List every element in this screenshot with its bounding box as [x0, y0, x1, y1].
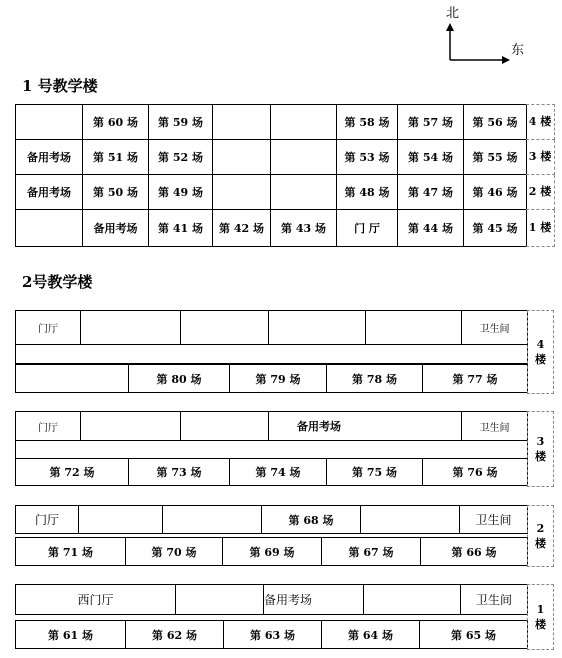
exam-room-cell: 备用考场 [16, 140, 83, 175]
floor-row [16, 105, 527, 140]
exam-room: 第 74 场 [230, 459, 327, 486]
exam-room-cell: 第 52 场 [149, 140, 213, 175]
b2-floor3-bottom [15, 458, 528, 486]
exam-room: 第 63 场 [224, 621, 322, 649]
exam-room: 第 64 场 [322, 621, 420, 649]
b2-floor2-label: 2 楼 [527, 505, 554, 567]
room-restroom: 卫生间 [460, 506, 528, 534]
empty-cell [213, 140, 271, 175]
compass-arrows-icon [446, 22, 516, 64]
exam-room: 第 71 场 [16, 538, 126, 566]
exam-room: 第 69 场 [223, 538, 322, 566]
empty-cell [271, 175, 337, 210]
floor-row [16, 140, 527, 175]
room-lobby: 门厅 [16, 506, 79, 534]
exam-room-cell: 第 59 场 [149, 105, 213, 140]
floor-row [16, 210, 527, 247]
exam-room: 第 65 场 [420, 621, 528, 649]
floor-label: 3 楼 [526, 140, 555, 175]
empty-cell [16, 210, 83, 247]
exam-room-cell: 第 51 场 [83, 140, 149, 175]
building1-floor-labels [526, 104, 555, 247]
room-lobby: 门厅 [16, 311, 81, 345]
room [181, 412, 269, 441]
empty-cell [213, 105, 271, 140]
room [364, 585, 461, 615]
floor-label: 1 楼 [526, 210, 555, 247]
exam-room-cell: 第 55 场 [464, 140, 527, 175]
exam-room-cell: 第 46 场 [464, 175, 527, 210]
exam-room-cell: 第 43 场 [271, 210, 337, 247]
b2-floor4-label: 4 楼 [527, 310, 554, 394]
empty-cell [213, 175, 271, 210]
room [361, 506, 460, 534]
b2-floor2-bottom [15, 537, 528, 566]
exam-room-cell: 第 58 场 [337, 105, 398, 140]
exam-room: 第 72 场 [16, 459, 129, 486]
exam-room: 第 80 场 [129, 365, 230, 393]
b2-floor1-bottom [15, 620, 528, 649]
exam-room-cell: 第 50 场 [83, 175, 149, 210]
exam-room-cell: 第 57 场 [398, 105, 464, 140]
exam-room: 第 68 场 [262, 506, 361, 534]
exam-room-cell: 第 42 场 [213, 210, 271, 247]
exam-room: 第 77 场 [423, 365, 528, 393]
empty-cell [271, 140, 337, 175]
corridor [16, 441, 528, 459]
exam-room-cell: 第 54 场 [398, 140, 464, 175]
b2-floor4 [15, 310, 528, 364]
room-reserve: 备用考场 [269, 412, 462, 441]
exam-room: 第 67 场 [322, 538, 421, 566]
empty-cell [16, 105, 83, 140]
room [176, 585, 264, 615]
room-reserve: 备用考场 [264, 585, 364, 615]
building2-title: 2号教学楼 [22, 273, 93, 291]
empty-cell [271, 105, 337, 140]
exam-room: 第 75 场 [327, 459, 423, 486]
exam-room: 第 79 场 [230, 365, 327, 393]
room-lobby: 门厅 [16, 412, 81, 441]
compass-east-label: 东 [511, 43, 525, 58]
room [81, 311, 181, 345]
room-west-lobby: 西门厅 [16, 585, 176, 615]
room [366, 311, 462, 345]
exam-room-cell: 备用考场 [16, 175, 83, 210]
floor-row [16, 175, 527, 210]
room [163, 506, 262, 534]
exam-room-cell: 第 45 场 [464, 210, 527, 247]
exam-room: 第 76 场 [423, 459, 528, 486]
exam-room: 第 73 场 [129, 459, 230, 486]
b2-floor3-label: 3 楼 [527, 411, 554, 487]
b2-floor1 [15, 584, 528, 615]
exam-room-cell: 第 44 场 [398, 210, 464, 247]
exam-room: 第 70 场 [126, 538, 223, 566]
room-restroom: 卫生间 [462, 311, 528, 345]
building1-table [15, 104, 527, 247]
b2-floor3 [15, 411, 528, 459]
compass-north-label: 北 [446, 6, 460, 21]
exam-room-cell: 第 47 场 [398, 175, 464, 210]
exam-room-cell: 备用考场 [83, 210, 149, 247]
exam-room: 第 62 场 [126, 621, 224, 649]
room-restroom: 卫生间 [462, 412, 528, 441]
room [181, 311, 269, 345]
exam-room-cell: 第 53 场 [337, 140, 398, 175]
exam-room: 第 78 场 [327, 365, 423, 393]
exam-room: 第 66 场 [421, 538, 528, 566]
b2-floor4-bottom [15, 364, 528, 393]
corridor [16, 345, 528, 364]
exam-room-cell: 第 56 场 [464, 105, 527, 140]
room [79, 506, 163, 534]
floor-label: 4 楼 [526, 104, 555, 140]
room-restroom: 卫生间 [461, 585, 528, 615]
exam-room-cell: 第 41 场 [149, 210, 213, 247]
exam-room-cell: 第 49 场 [149, 175, 213, 210]
room [16, 365, 129, 393]
b2-floor1-label: 1 楼 [527, 584, 554, 650]
exam-room-cell: 第 48 场 [337, 175, 398, 210]
exam-room: 第 61 场 [16, 621, 126, 649]
room [269, 311, 366, 345]
building1-title: 1 号教学楼 [22, 77, 98, 95]
floor-label: 2 楼 [526, 175, 555, 210]
room [81, 412, 181, 441]
exam-room-cell: 第 60 场 [83, 105, 149, 140]
b2-floor2 [15, 505, 528, 534]
exam-room-cell: 门 厅 [337, 210, 398, 247]
